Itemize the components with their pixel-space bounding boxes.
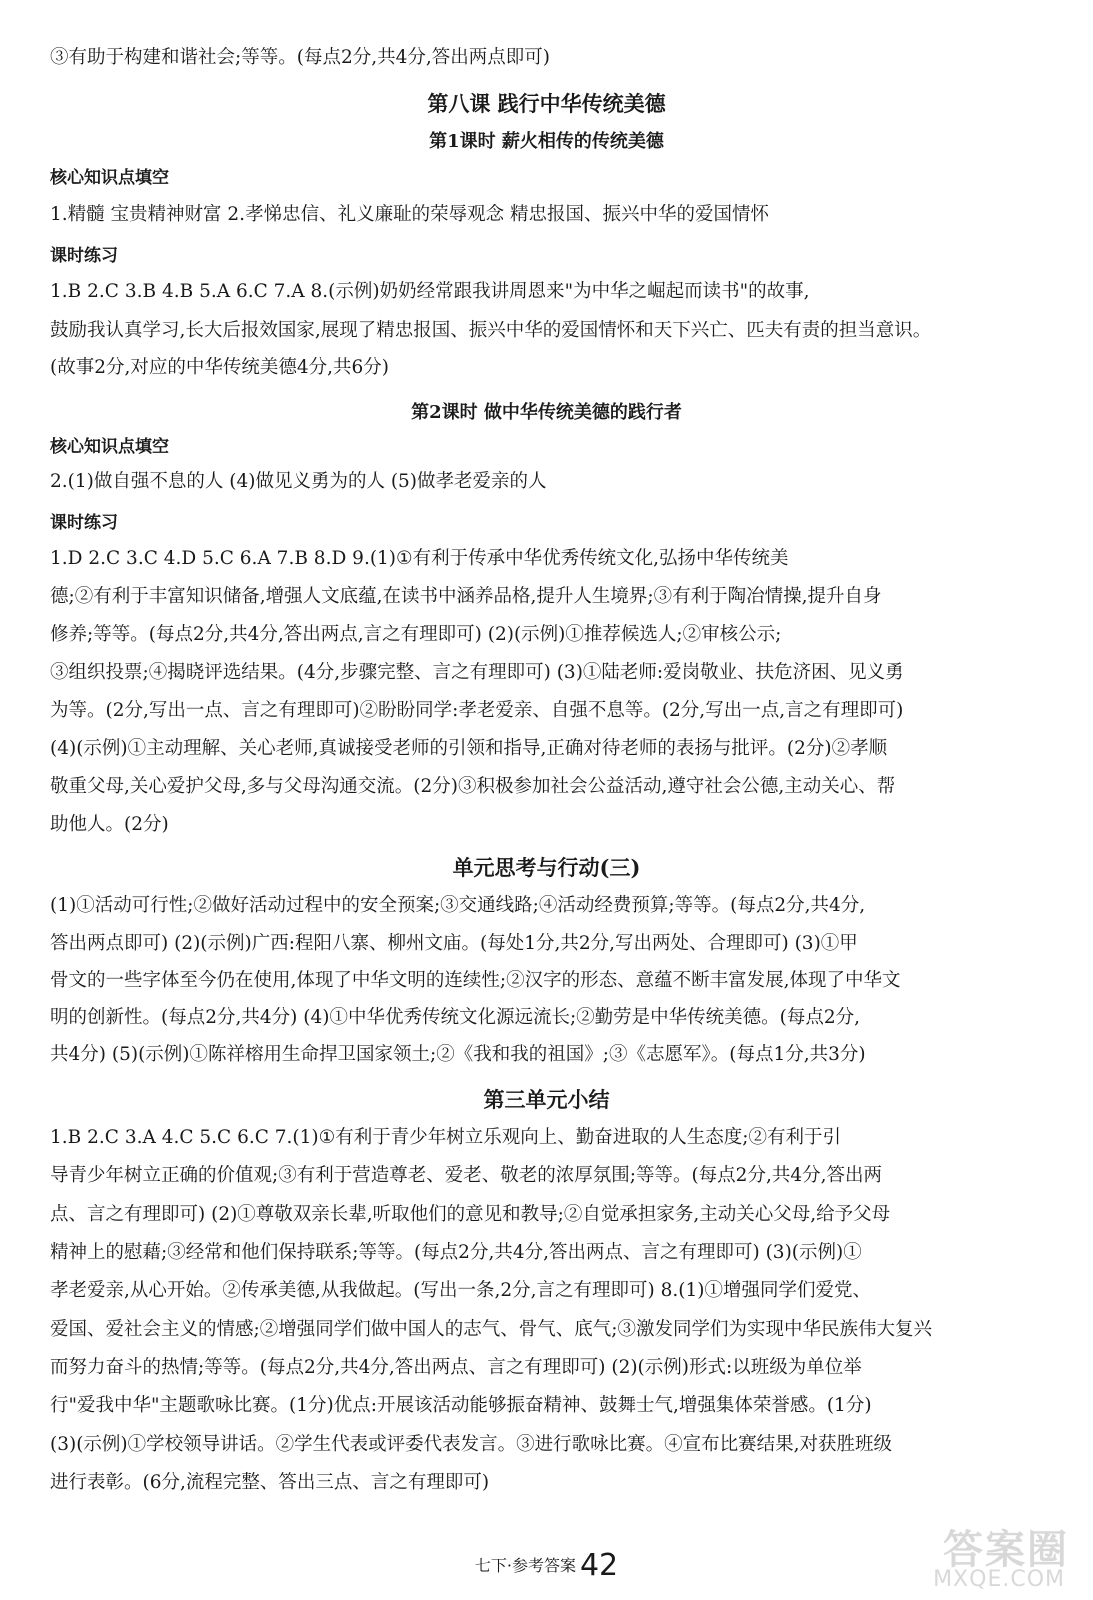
period-title: 第1课时 薪火相传的传统美德 [429, 131, 664, 152]
watermark-url: MXQE.COM [933, 1567, 1065, 1592]
text-line: 为等。(2分,写出一点、言之有理即可)②盼盼同学:孝老爱亲、自强不息等。(2分,写出一点,言之有理即可) [50, 700, 904, 721]
text-line: ③有助于构建和谐社会;等等。(每点2分,共4分,答出两点即可) [50, 47, 550, 68]
text-line: (4)(示例)①主动理解、关心老师,真诚接受老师的引领和指导,正确对待老师的表扬与批评。(2分)②孝顺 [50, 738, 888, 759]
text-line: 点、言之有理即可) (2)①尊敬双亲长辈,听取他们的意见和教导;②自觉承担家务,主动关心父母,给予父母 [50, 1204, 891, 1225]
footer-label: 七下·参考答案 [474, 1556, 576, 1575]
text-line: 行"爱我中华"主题歌咏比赛。(1分)优点:开展该活动能够振奋精神、鼓舞士气,增强集体荣誉感。(1分) [50, 1395, 872, 1416]
watermark-text: 答案圈 [943, 1527, 1069, 1573]
text-line: 骨文的一些字体至今仍在使用,体现了中华文明的连续性;②汉字的形态、意蕴不断丰富发展,体现了中华文 [50, 970, 901, 991]
text-line: 鼓励我认真学习,长大后报效国家,展现了精忠报国、振兴中华的爱国情怀和天下兴亡、匹夫有责的担当意识。 [50, 320, 932, 341]
section-heading: 课时练习 [50, 246, 118, 266]
section-heading: 核心知识点填空 [50, 168, 169, 188]
text-line: 2.(1)做自强不息的人 (4)做见义勇为的人 (5)做孝老爱亲的人 [50, 471, 547, 492]
text-line: (故事2分,对应的中华传统美德4分,共6分) [50, 357, 390, 378]
text-line: 助他人。(2分) [50, 814, 169, 835]
text-line: 1.B 2.C 3.A 4.C 5.C 6.C 7.(1)①有利于青少年树立乐观向上、勤奋进取的人生态度;②有利于引 [50, 1127, 841, 1148]
text-line: 而努力奋斗的热情;等等。(每点2分,共4分,答出两点、言之有理即可) (2)(示例)形式:以班级为单位举 [50, 1357, 862, 1378]
text-line: 答出两点即可) (2)(示例)广西:程阳八寨、柳州文庙。(每处1分,共2分,写出两处、合理即可) (3)①甲 [50, 933, 858, 954]
lesson-title: 第八课 践行中华传统美德 [427, 91, 666, 116]
section-heading: 核心知识点填空 [50, 437, 169, 457]
text-line: ③组织投票;④揭晓评选结果。(4分,步骤完整、言之有理即可) (3)①陆老师:爱岗敬业、扶危济困、见义勇 [50, 662, 904, 683]
text-line: 修养;等等。(每点2分,共4分,答出两点,言之有理即可) (2)(示例)①推荐候选人;②审核公示; [50, 624, 782, 645]
unit-title: 单元思考与行动(三) [452, 855, 641, 880]
period-title: 第2课时 做中华传统美德的践行者 [411, 402, 682, 423]
text-line: 共4分) (5)(示例)①陈祥榕用生命捍卫国家领土;②《我和我的祖国》;③《志愿军》。(每点1分,共3分) [50, 1044, 866, 1065]
text-line: (3)(示例)①学校领导讲话。②学生代表或评委代表发言。③进行歌咏比赛。④宣布比赛结果,对获胜班级 [50, 1434, 893, 1455]
text-line: 德;②有利于丰富知识储备,增强人文底蕴,在读书中涵养品格,提升人生境界;③有利于陶冶情操,提升自身 [50, 586, 882, 607]
text-line: 敬重父母,关心爱护父母,多与父母沟通交流。(2分)③积极参加社会公益活动,遵守社会公德,主动关心、帮 [50, 776, 896, 797]
page-number: 42 [579, 1548, 619, 1583]
text-line: 精神上的慰藉;③经常和他们保持联系;等等。(每点2分,共4分,答出两点、言之有理即可) (3)(示例)① [50, 1242, 862, 1263]
text-line: 进行表彰。(6分,流程完整、答出三点、言之有理即可) [50, 1472, 490, 1493]
text-line: (1)①活动可行性;②做好活动过程中的安全预案;③交通线路;④活动经费预算;等等。(每点2分,共4分, [50, 895, 866, 916]
section-heading: 课时练习 [50, 513, 118, 533]
text-line: 1.D 2.C 3.C 4.D 5.C 6.A 7.B 8.D 9.(1)①有利于传承中华优秀传统文化,弘扬中华传统美 [50, 548, 789, 569]
text-line: 1.B 2.C 3.B 4.B 5.A 6.C 7.A 8.(示例)奶奶经常跟我讲周恩来"为中华之崛起而读书"的故事, [50, 281, 810, 302]
text-line: 导青少年树立正确的价值观;③有利于营造尊老、爱老、敬老的浓厚氛围;等等。(每点2分,共4分,答出两 [50, 1165, 882, 1186]
text-line: 1.精髓 宝贵精神财富 2.孝悌忠信、礼义廉耻的荣辱观念 精忠报国、振兴中华的爱国情怀 [50, 204, 769, 225]
text-line: 爱国、爱社会主义的情感;②增强同学们做中国人的志气、骨气、底气;③激发同学们为实现中华民族伟大复兴 [50, 1319, 932, 1340]
text-line: 明的创新性。(每点2分,共4分) (4)①中华优秀传统文化源远流长;②勤劳是中华传统美德。(每点2分, [50, 1007, 861, 1028]
watermark-logo [875, 1514, 1075, 1594]
unit-summary-title: 第三单元小结 [483, 1087, 610, 1112]
text-line: 孝老爱亲,从心开始。②传承美德,从我做起。(写出一条,2分,言之有理即可) 8.(1)①增强同学们爱党、 [50, 1280, 871, 1301]
